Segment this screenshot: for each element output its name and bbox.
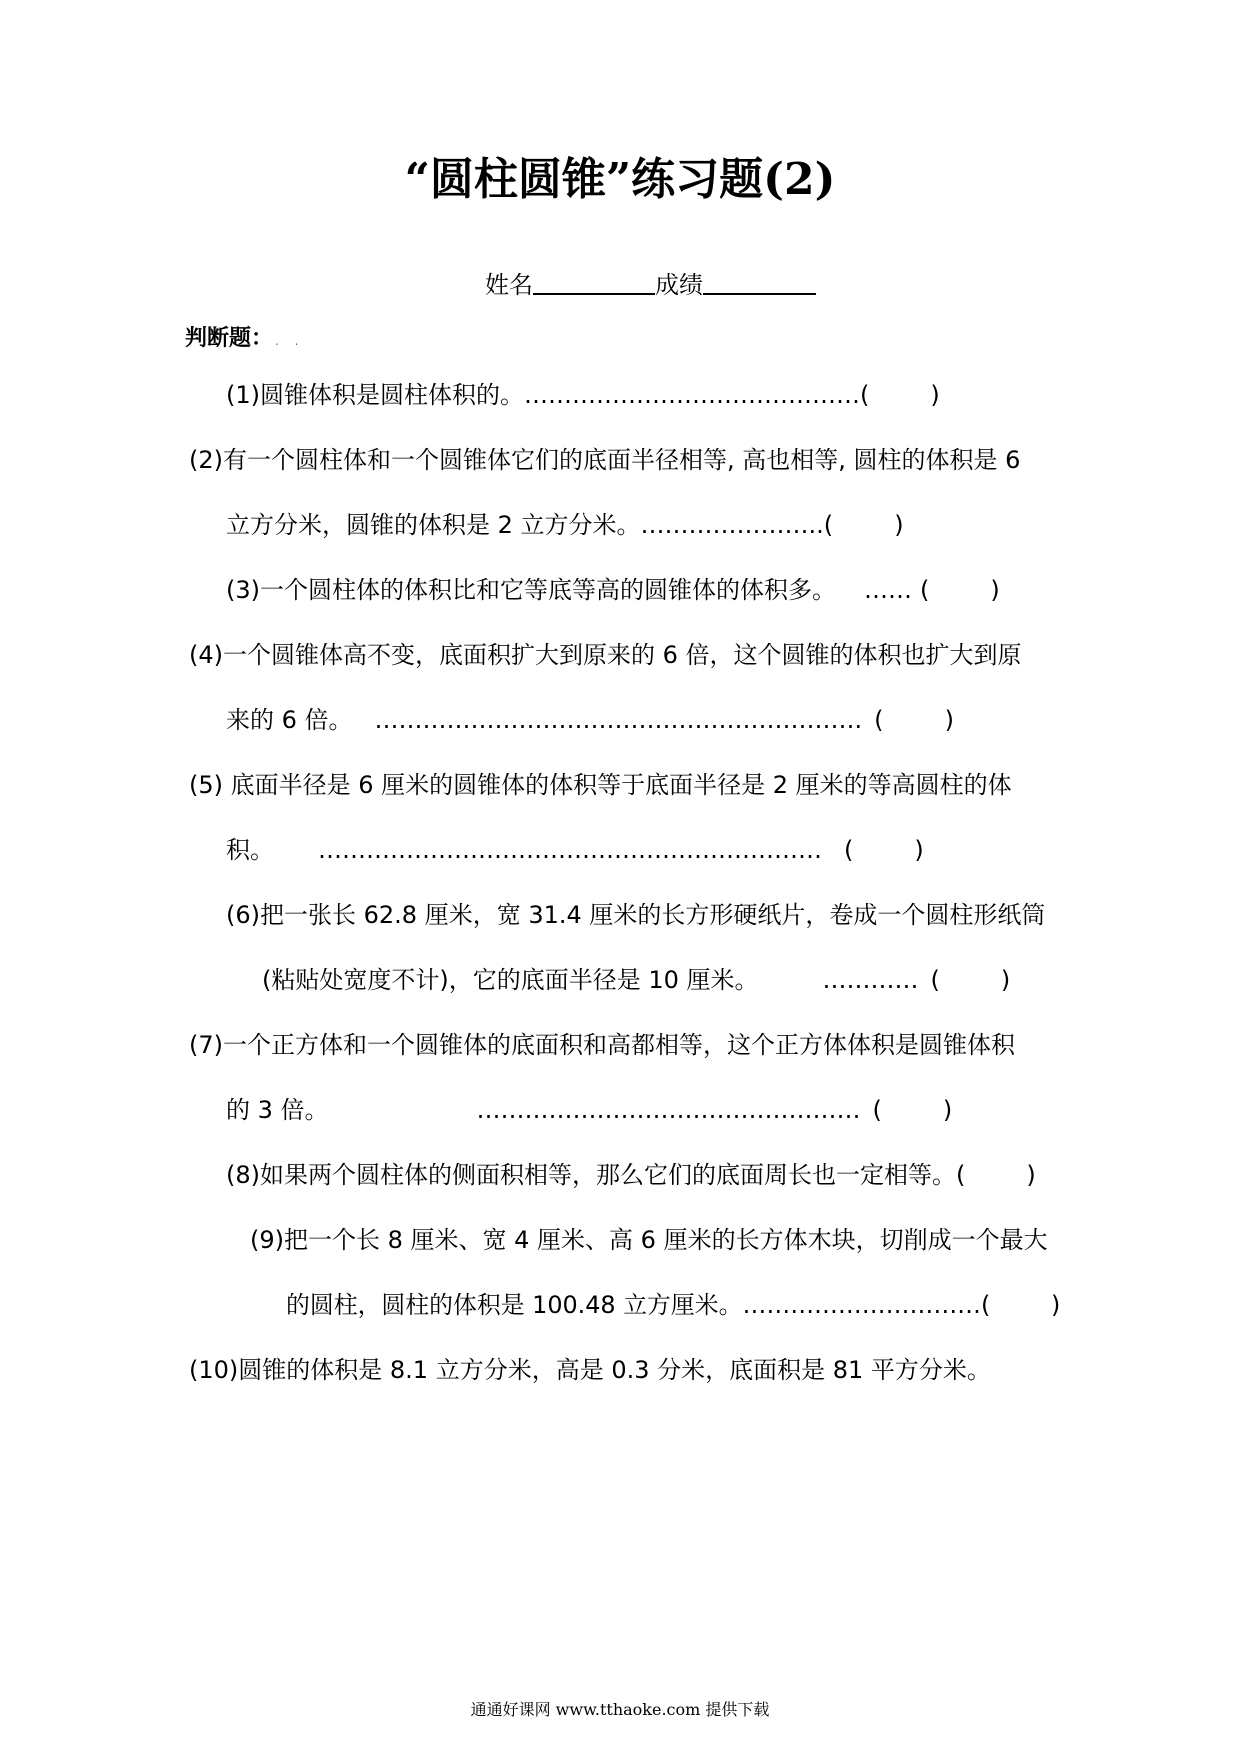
question-2-line-1: (2)有一个圆柱体和一个圆锥体它们的底面半径相等, 高也相等, 圆柱的体积是 6 — [189, 446, 1021, 474]
question-1-dots: …………………………………… — [524, 381, 860, 409]
question-4-text: 来的 6 倍。 — [226, 706, 353, 734]
question-5-line-1: (5) 底面半径是 6 厘米的圆锥体的体积等于底面半径是 2 厘米的等高圆柱的体 — [189, 771, 1012, 799]
question-2-dots: ………………….. — [640, 511, 824, 539]
question-7-answer[interactable]: ( ) — [872, 1096, 953, 1124]
question-7-text: 的 3 倍。 — [226, 1096, 329, 1124]
question-3-dots: …… — [864, 576, 912, 604]
question-2-line-2 — [226, 507, 904, 543]
question-5-line-2 — [226, 832, 924, 868]
question-4-answer[interactable]: ( ) — [874, 706, 954, 734]
question-2-text: 立方分米，圆锥的体积是 2 立方分米。 — [226, 511, 641, 539]
question-2-answer[interactable]: ( ) — [823, 511, 904, 539]
question-9-answer[interactable]: ( ) — [981, 1291, 1061, 1319]
question-5-dots: ……………………………………………………… — [318, 836, 822, 864]
question-6-dots: ………… — [822, 966, 919, 994]
question-9-text: 的圆柱，圆柱的体积是 100.48 立方厘米。 — [286, 1291, 743, 1319]
section-title — [185, 322, 304, 358]
section-title-text: 判断题： — [185, 326, 274, 351]
question-5-text: 积。 — [226, 836, 274, 864]
question-7-dots: ………………………………………… — [476, 1096, 861, 1124]
question-6-line-1: (6)把一张长 62.8 厘米，宽 31.4 厘米的长方形硬纸片，卷成一个圆柱形纸筒 — [226, 901, 1046, 929]
question-6-answer[interactable]: ( ) — [930, 966, 1011, 994]
section-marks: . . — [275, 334, 305, 348]
question-7-line-1: (7)一个正方体和一个圆锥体的底面积和高都相等，这个正方体体积是圆锥体积 — [189, 1031, 1015, 1059]
question-1-answer[interactable]: ( ) — [860, 381, 940, 409]
page-title: “圆柱圆锥”练习题(2) — [404, 154, 836, 205]
question-10: (10)圆锥的体积是 8.1 立方分米，高是 0.3 分米，底面积是 81 平方分米。 — [189, 1356, 991, 1384]
question-9-dots: ………………………… — [742, 1291, 982, 1319]
footer-source: 通通好课网 www.tthaoke.com 提供下载 — [470, 1700, 770, 1719]
question-4-line-2 — [226, 702, 954, 738]
question-9-line-1: (9)把一个长 8 厘米、宽 4 厘米、高 6 厘米的长方体木块，切削成一个最大 — [250, 1226, 1048, 1254]
name-score-row — [485, 268, 816, 302]
question-3-text: (3)一个圆柱体的体积比和它等底等高的圆锥体的体积多。 — [226, 576, 836, 604]
question-3-answer[interactable]: ( ) — [920, 576, 1000, 604]
question-7-line-2 — [226, 1092, 952, 1128]
question-8 — [226, 1157, 1036, 1193]
question-8-text: (8)如果两个圆柱体的侧面积相等，那么它们的底面周长也一定相等。 — [226, 1161, 956, 1189]
question-8-answer[interactable]: ( ) — [956, 1161, 1036, 1189]
name-blank[interactable] — [533, 269, 655, 295]
question-1-text: (1)圆锥体积是圆柱体积的。 — [226, 381, 524, 409]
question-6-text: (粘贴处宽度不计)，它的底面半径是 10 厘米。 — [262, 966, 759, 994]
question-4-line-1: (4)一个圆锥体高不变，底面积扩大到原来的 6 倍，这个圆锥的体积也扩大到原 — [189, 641, 1022, 669]
question-6-line-2 — [262, 962, 1010, 998]
score-label: 成绩 — [655, 271, 703, 299]
score-blank[interactable] — [703, 269, 816, 295]
question-1 — [226, 377, 940, 413]
question-9-line-2 — [286, 1287, 1060, 1323]
question-5-answer[interactable]: ( ) — [844, 836, 924, 864]
name-label: 姓名 — [485, 271, 533, 299]
question-3 — [226, 572, 1000, 608]
question-4-dots: ……………………………………………………. — [374, 706, 863, 734]
